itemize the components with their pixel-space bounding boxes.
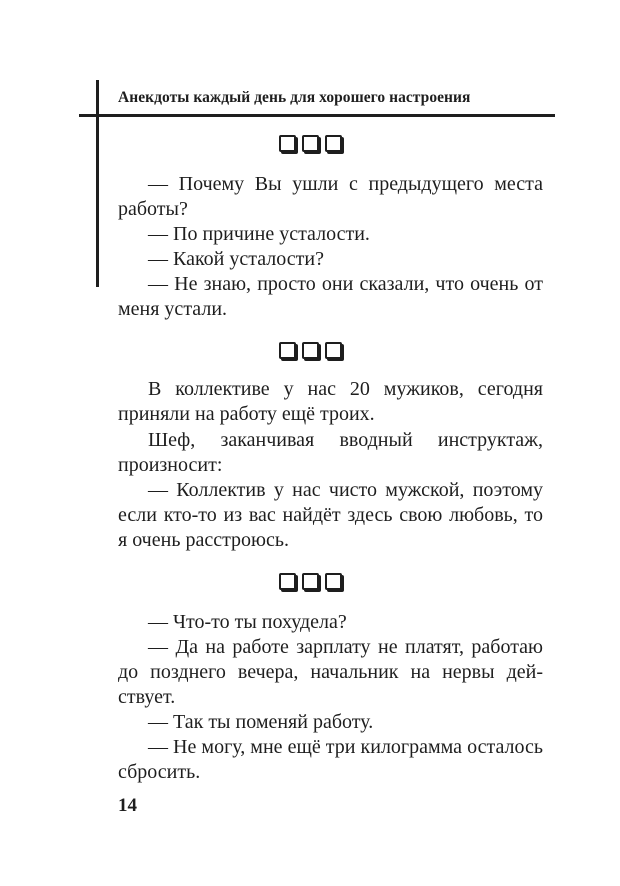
joke-1-paragraph: — Какой усталости? <box>148 248 324 270</box>
header-rule <box>79 114 555 117</box>
joke-1-paragraph: — Не знаю, просто они сказали, что очень от меня устали. <box>118 273 543 320</box>
section-divider <box>0 573 620 595</box>
square-bullet-icon <box>325 342 342 359</box>
joke-2-paragraph: В коллективе у нас 20 мужиков, сегодня приняли на работу ещё троих. <box>118 378 543 425</box>
joke-2-paragraph: — Коллектив у нас чисто мужской, поэтому если кто-то из вас найдёт здесь свою любовь, то я очень расстроюсь. <box>118 479 543 551</box>
joke-3-paragraph: — Да на работе зарплату не платят, работаю до позднего вечера, начальник на нервы действует. <box>118 636 543 708</box>
square-bullet-icon <box>325 573 342 590</box>
square-bullet-icon <box>302 573 319 590</box>
square-bullet-icon <box>279 342 296 359</box>
section-divider <box>0 342 620 364</box>
joke-1-paragraph: — Почему Вы ушли с предыдущего места работы? <box>118 173 543 220</box>
square-bullet-icon <box>279 573 296 590</box>
joke-3-paragraph: — Не могу, мне ещё три килограмма осталось сбросить. <box>118 736 543 783</box>
square-bullet-icon <box>325 135 342 152</box>
square-bullet-icon <box>302 135 319 152</box>
joke-3-paragraph: — Так ты поменяй работу. <box>148 711 374 733</box>
running-header: Анекдоты каждый день для хорошего настроения <box>118 89 471 106</box>
joke-1-paragraph: — По причине усталости. <box>148 223 370 245</box>
joke-3-paragraph: — Что-то ты похудела? <box>148 611 347 633</box>
joke-2-paragraph: Шеф, заканчивая вводный инструктаж, произносит: <box>118 429 543 476</box>
square-bullet-icon <box>302 342 319 359</box>
section-divider <box>0 135 620 157</box>
page-number: 14 <box>118 795 137 816</box>
square-bullet-icon <box>279 135 296 152</box>
vertical-rule <box>96 80 99 287</box>
